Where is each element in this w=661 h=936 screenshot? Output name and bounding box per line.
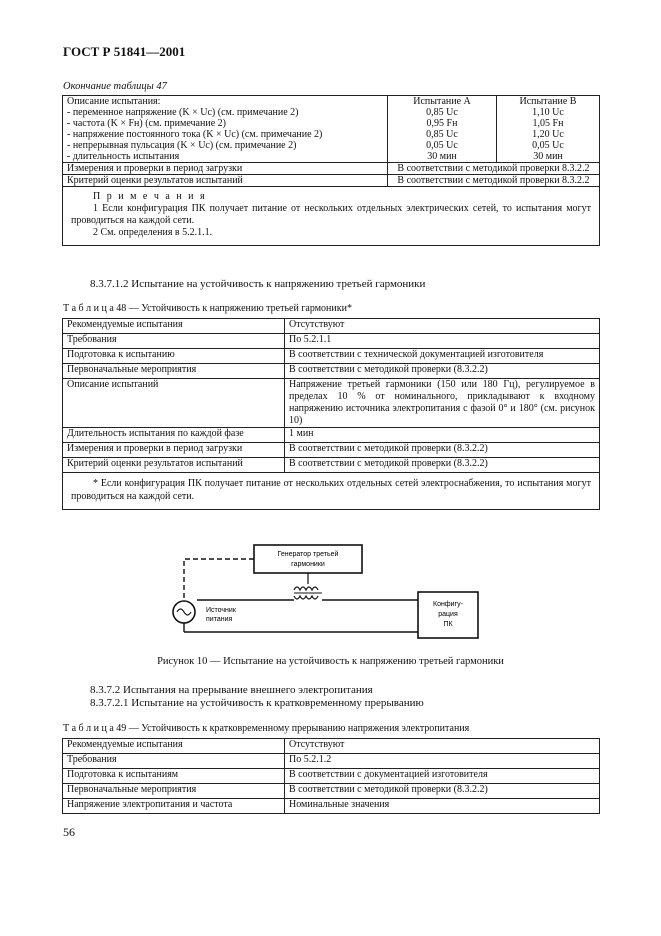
row-value: В соответствии с методикой проверки (8.3.2.2)	[285, 364, 600, 379]
row-value: Номинальные значения	[285, 799, 600, 814]
generator-label-2: гармоники	[291, 561, 325, 568]
row-label: Описание испытаний	[63, 379, 285, 428]
note-1: 1 Если конфигурация ПК получает питание от нескольких отдельных электрических сетей, то испытания могут проводиться на каждой сети.	[71, 203, 591, 226]
row-value: 1 мин	[285, 428, 600, 443]
source-label-2: питания	[206, 616, 233, 623]
table-47	[62, 95, 600, 246]
table-row	[63, 175, 600, 187]
row-label: Рекомендуемые испытания	[63, 739, 285, 754]
table-49	[62, 738, 600, 814]
row-value: В соответствии с документацией изготовителя	[285, 769, 600, 784]
row-label: Подготовка к испытаниям	[63, 769, 285, 784]
table47-caption: Окончание таблицы 47	[63, 81, 167, 92]
row-value: По 5.2.1.2	[285, 754, 600, 769]
row-label: Критерий оценки результатов испытаний	[63, 175, 388, 187]
table-row	[63, 319, 600, 334]
standard-header: ГОСТ Р 51841—2001	[63, 44, 186, 59]
row-value: В соответствии с технической документацией изготовителя	[285, 349, 600, 364]
note-text: * Если конфигурация ПК получает питание от нескольких отдельных сетей электроснабжения, то испытания могут проводиться на каждой сети.	[71, 478, 591, 502]
notes-cell	[63, 187, 600, 246]
row-label: Рекомендуемые испытания	[63, 319, 285, 334]
table-row	[63, 364, 600, 379]
table-row	[63, 349, 600, 364]
table-row	[63, 163, 600, 175]
table-row	[63, 458, 600, 473]
row-label: Критерий оценки результатов испытаний	[63, 458, 285, 473]
value-b: 1,20 Uс	[532, 129, 564, 140]
row-label: Подготовка к испытанию	[63, 349, 285, 364]
row-label: Требования	[63, 334, 285, 349]
table-row	[63, 187, 600, 246]
table-row	[63, 334, 600, 349]
table-row	[63, 96, 600, 163]
row-value: В соответствии с методикой проверки (8.3.2.2)	[285, 784, 600, 799]
section-heading: 8.3.7.2.1 Испытание на устойчивость к кратковременному прерыванию	[90, 697, 424, 709]
value-b: 1,10 Uс	[532, 107, 564, 118]
value-a: 0,95 Fн	[426, 118, 458, 129]
config-label-1: Конфигу-	[433, 601, 463, 608]
table-row	[63, 428, 600, 443]
value-a: 0,85 Uс	[426, 129, 458, 140]
row-value: В соответствии с методикой проверки 8.3.2.2	[388, 175, 600, 187]
coupling-coil-lower	[294, 596, 318, 599]
row-label: Первоначальные мероприятия	[63, 364, 285, 379]
value-a: 0,85 Uс	[426, 107, 458, 118]
figure-10-caption: Рисунок 10 — Испытание на устойчивость к напряжению третьей гармоники	[157, 656, 504, 667]
desc-item: - непрерывная пульсация (K × Uс) (см. примечание 2)	[67, 140, 297, 151]
row-value: Напряжение третьей гармоники (150 или 180 Гц), регулируемое в пределах 10 % от номинального, прикладывают к входному напряжению источника электропитания с фазой 0° и 180° (см. рисунок 10)	[285, 379, 600, 428]
notes-title: П р и м е ч а н и я	[93, 191, 207, 202]
test-b-cell	[497, 96, 600, 163]
value-b: 0,05 Uс	[532, 140, 564, 151]
table-row	[63, 769, 600, 784]
table-row	[63, 379, 600, 428]
row-label: Длительность испытания по каждой фазе	[63, 428, 285, 443]
coupling-coil-upper	[294, 587, 318, 590]
config-label-2: рация	[438, 611, 458, 618]
source-label-1: Источник	[206, 607, 236, 614]
row-value: В соответствии с методикой проверки (8.3.2.2)	[285, 443, 600, 458]
desc-item: - длительность испытания	[67, 151, 180, 162]
row-value: Отсутствуют	[285, 739, 600, 754]
table-48	[62, 318, 600, 510]
col-header-b: Испытание В	[519, 96, 577, 107]
test-description-cell	[63, 96, 388, 163]
test-a-cell	[388, 96, 497, 163]
note-2: 2 См. определения в 5.2.1.1.	[93, 227, 213, 238]
row-value: В соответствии с методикой проверки (8.3.2.2)	[285, 458, 600, 473]
table-row	[63, 754, 600, 769]
table-row	[63, 799, 600, 814]
desc-item: - напряжение постоянного тока (K × Uс) (см. примечание 2)	[67, 129, 323, 140]
row-value: По 5.2.1.1	[285, 334, 600, 349]
desc-title: Описание испытания:	[67, 96, 161, 107]
value-a: 0,05 Uс	[426, 140, 458, 151]
table-row	[63, 784, 600, 799]
row-label: Первоначальные мероприятия	[63, 784, 285, 799]
table-row	[63, 739, 600, 754]
desc-item: - частота (K × Fн) (см. примечание 2)	[67, 118, 226, 129]
section-heading: 8.3.7.2 Испытания на прерывание внешнего электропитания	[90, 684, 373, 696]
table-row	[63, 473, 600, 510]
page-number: 56	[63, 825, 75, 839]
dashed-phase-link	[184, 559, 254, 600]
table48-note	[63, 473, 600, 510]
value-b: 30 мин	[533, 151, 563, 162]
figure-10-diagram	[170, 540, 500, 640]
row-value: В соответствии с методикой проверки 8.3.2.2	[388, 163, 600, 175]
table48-caption: Т а б л и ц а 48 — Устойчивость к напряжению третьей гармоники*	[63, 303, 352, 314]
row-label: Требования	[63, 754, 285, 769]
generator-box	[254, 545, 362, 573]
row-label: Напряжение электропитания и частота	[63, 799, 285, 814]
desc-item: - переменное напряжение (K × Uс) (см. примечание 2)	[67, 107, 299, 118]
value-b: 1,05 Fн	[532, 118, 564, 129]
row-label: Измерения и проверки в период загрузки	[63, 443, 285, 458]
generator-label-1: Генератор третьей	[277, 551, 339, 558]
config-label-3: ПК	[443, 621, 453, 628]
table49-caption: Т а б л и ц а 49 — Устойчивость к кратковременному прерыванию напряжения электропитания	[63, 723, 470, 734]
table-row	[63, 443, 600, 458]
col-header-a: Испытание А	[413, 96, 471, 107]
row-value: Отсутствуют	[285, 319, 600, 334]
row-label: Измерения и проверки в период загрузки	[63, 163, 388, 175]
value-a: 30 мин	[427, 151, 457, 162]
section-heading: 8.3.7.1.2 Испытание на устойчивость к напряжению третьей гармоники	[90, 278, 426, 290]
